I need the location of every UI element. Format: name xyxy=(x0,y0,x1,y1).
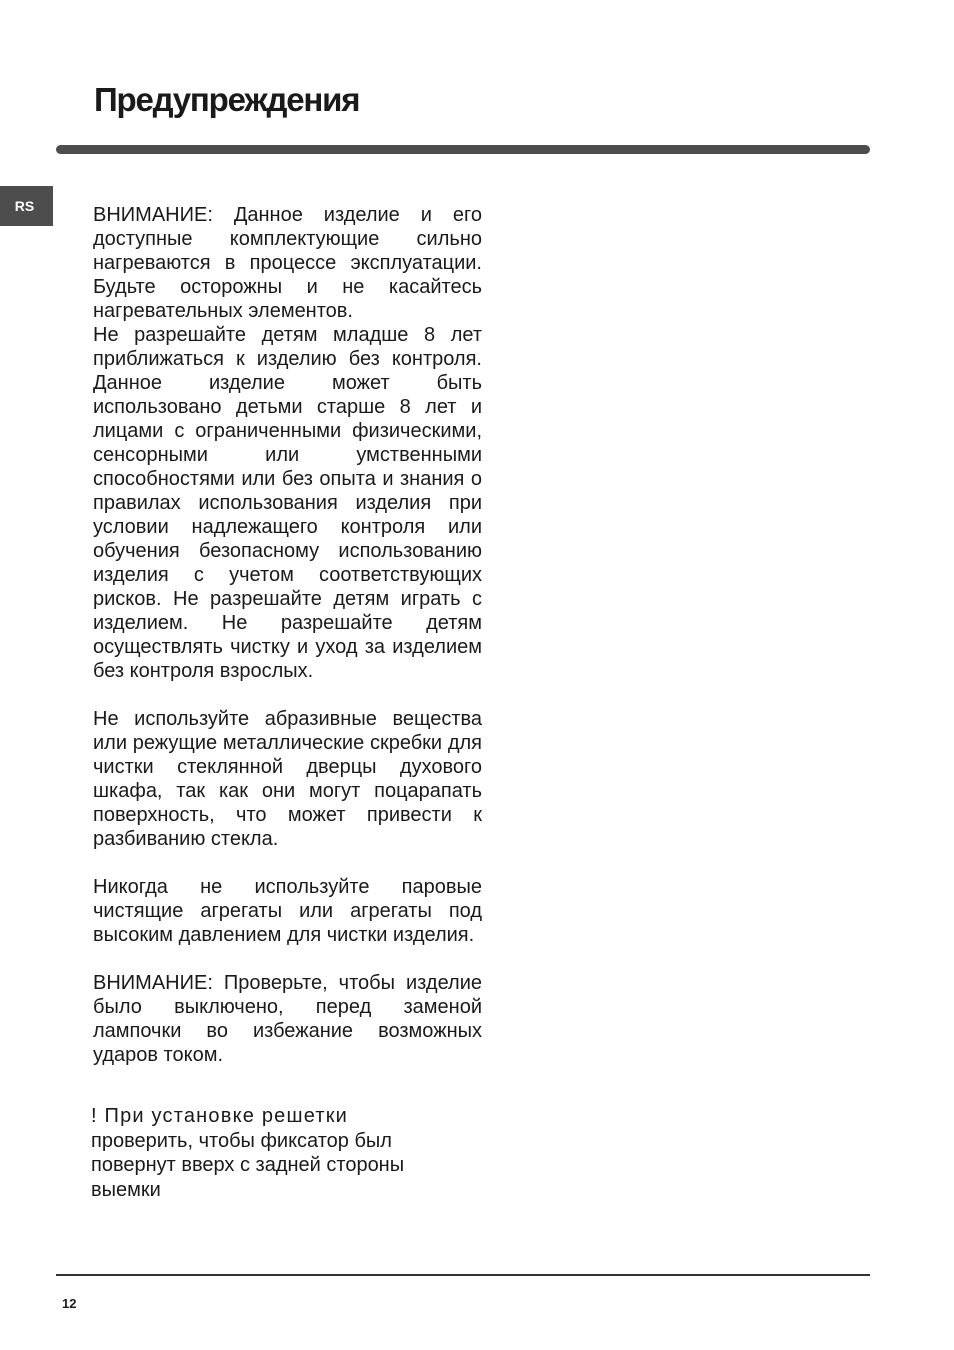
page-number: 12 xyxy=(62,1296,77,1311)
title-divider xyxy=(56,145,870,154)
warning-paragraph-lamp-replacement: ВНИМАНИЕ: Проверьте, чтобы изделие было выключено, перед заменой лампочки во избежание возможных ударов током. xyxy=(93,972,482,1066)
warning-paragraph-steam-cleaners: Никогда не используйте паровые чистящие агрегаты или агрегаты под высоким давлением для чистки изделия. xyxy=(93,876,482,946)
warning-paragraph-abrasives: Не используйте абразивные вещества или режущие металлические скребки для чистки стеклянной дверцы духового шкафа, так как они могут поцарапать поверхность, что может привести к разбиванию стекла. xyxy=(93,708,482,850)
note-line: повернут вверх с задней стороны xyxy=(91,1154,405,1176)
warnings-text-column xyxy=(93,203,482,1091)
warning-paragraph-children: Не разрешайте детям младше 8 лет приближаться к изделию без контроля. Данное изделие может быть использовано детьми старше 8 лет и лицами с ограниченными физическими, сенсорными или умственными способностями или без опыта и знания о правилах использования изделия при условии надлежащего контроля или обучения безопасному использованию изделия с учетом соответствующих рисков. Не разрешайте детям играть с изделием. Не разрешайте детям осуществлять чистку и уход за изделием без контроля взрослых. xyxy=(93,324,482,682)
warning-paragraph-hot-parts: ВНИМАНИЕ: Данное изделие и его доступные комплектующие сильно нагреваются в процессе эксплуатации. Будьте осторожны и не касайтесь нагревательных элементов. xyxy=(93,204,482,322)
footer-divider xyxy=(56,1274,870,1276)
note-line: ! При установке решетки xyxy=(91,1105,349,1127)
installation-note xyxy=(91,1104,431,1202)
page-title: Предупреждения xyxy=(94,81,360,118)
note-line: проверить, чтобы фиксатор был xyxy=(91,1129,392,1152)
language-tab: RS xyxy=(0,186,53,226)
note-line: выемки xyxy=(91,1178,161,1201)
